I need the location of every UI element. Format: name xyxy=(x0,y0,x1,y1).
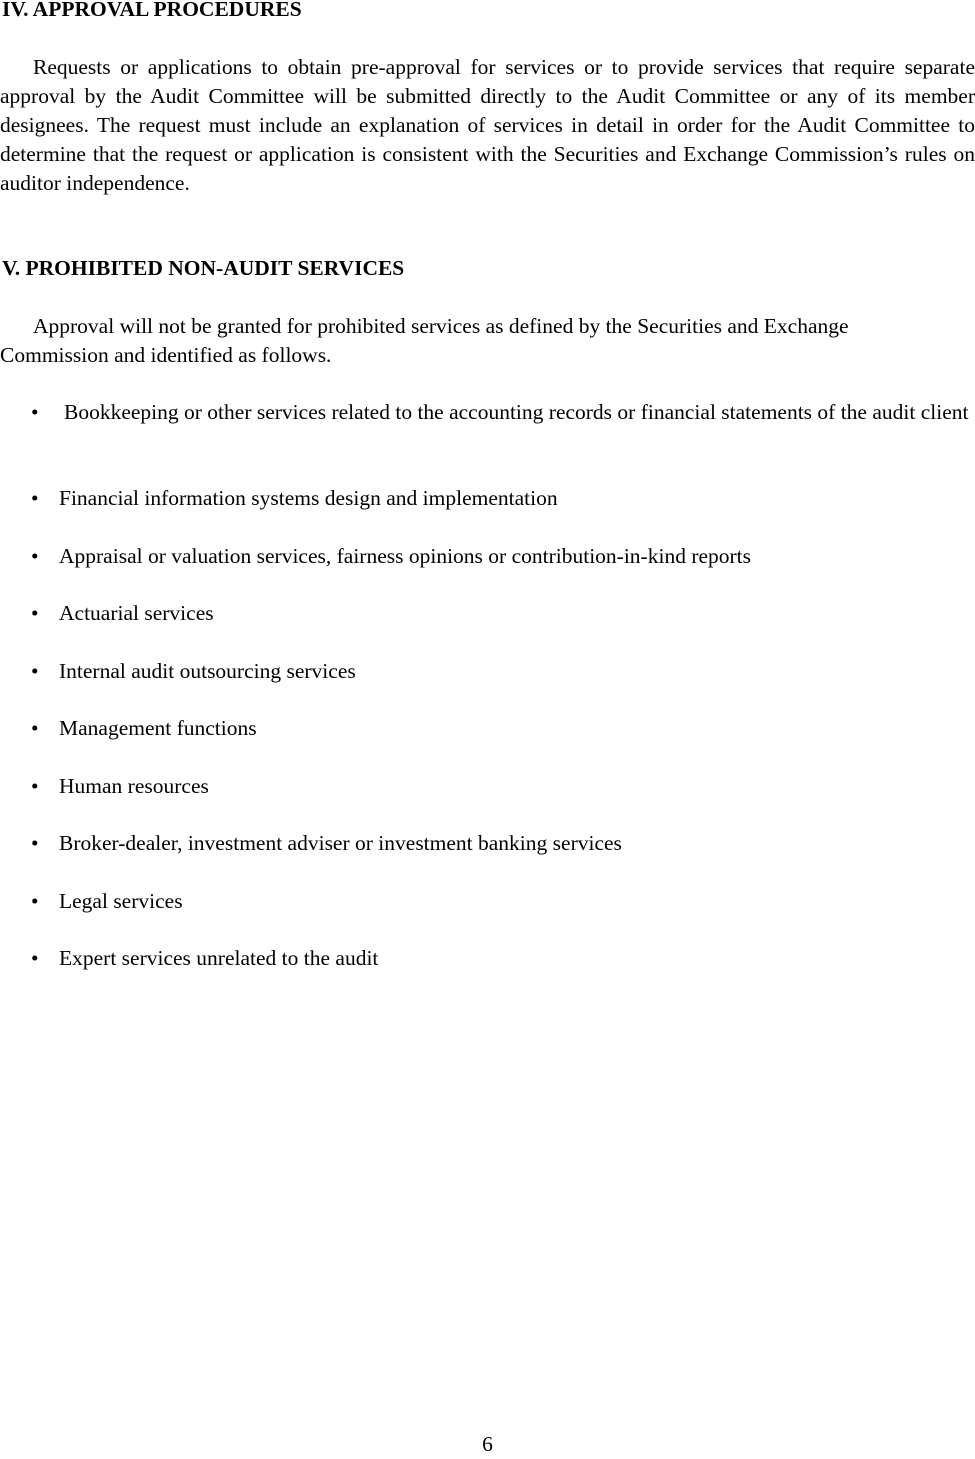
list-item-text: Expert services unrelated to the audit xyxy=(59,946,379,970)
bullet-icon: • xyxy=(31,544,39,568)
bullet-icon: • xyxy=(31,400,39,424)
bullet-icon: • xyxy=(31,946,39,970)
list-item-text: Actuarial services xyxy=(59,601,214,625)
bullet-icon: • xyxy=(31,716,39,740)
list-item-text: Legal services xyxy=(59,889,183,913)
list-item-text: Management functions xyxy=(59,716,257,740)
bullet-icon: • xyxy=(31,831,39,855)
list-item-text: Financial information systems design and implementation xyxy=(59,486,558,510)
section-v-paragraph: Approval will not be granted for prohibited services as defined by the Securities and Exchange Commission and identified as follows. xyxy=(0,314,849,367)
list-item-text: Appraisal or valuation services, fairness opinions or contribution-in-kind reports xyxy=(59,544,752,568)
list-item-text: Internal audit outsourcing services xyxy=(59,659,356,683)
bullet-icon: • xyxy=(31,486,39,510)
section-iv-heading: IV. APPROVAL PROCEDURES xyxy=(2,0,302,21)
section-iv-paragraph: Requests or applications to obtain pre-approval for services or to provide services that require separate approval by the Audit Committee will be submitted directly to the Audit Committee or any of its member designees. The request must include an explanation of services in detail in order for the Audit Committee to determine that the request or application is consistent with the Securities and Exchange Commission’s rules on auditor independence. xyxy=(0,55,975,195)
bullet-icon: • xyxy=(31,601,39,625)
section-v-heading: V. PROHIBITED NON-AUDIT SERVICES xyxy=(2,256,405,280)
bullet-icon: • xyxy=(31,889,39,913)
list-item-text: Broker-dealer, investment adviser or investment banking services xyxy=(59,831,622,855)
bullet-icon: • xyxy=(31,659,39,683)
page-number: 6 xyxy=(482,1432,493,1456)
list-item-text: Bookkeeping or other services related to the accounting records or financial statements of the audit client xyxy=(64,400,969,424)
bullet-icon: • xyxy=(31,774,39,798)
list-item-text: Human resources xyxy=(59,774,209,798)
